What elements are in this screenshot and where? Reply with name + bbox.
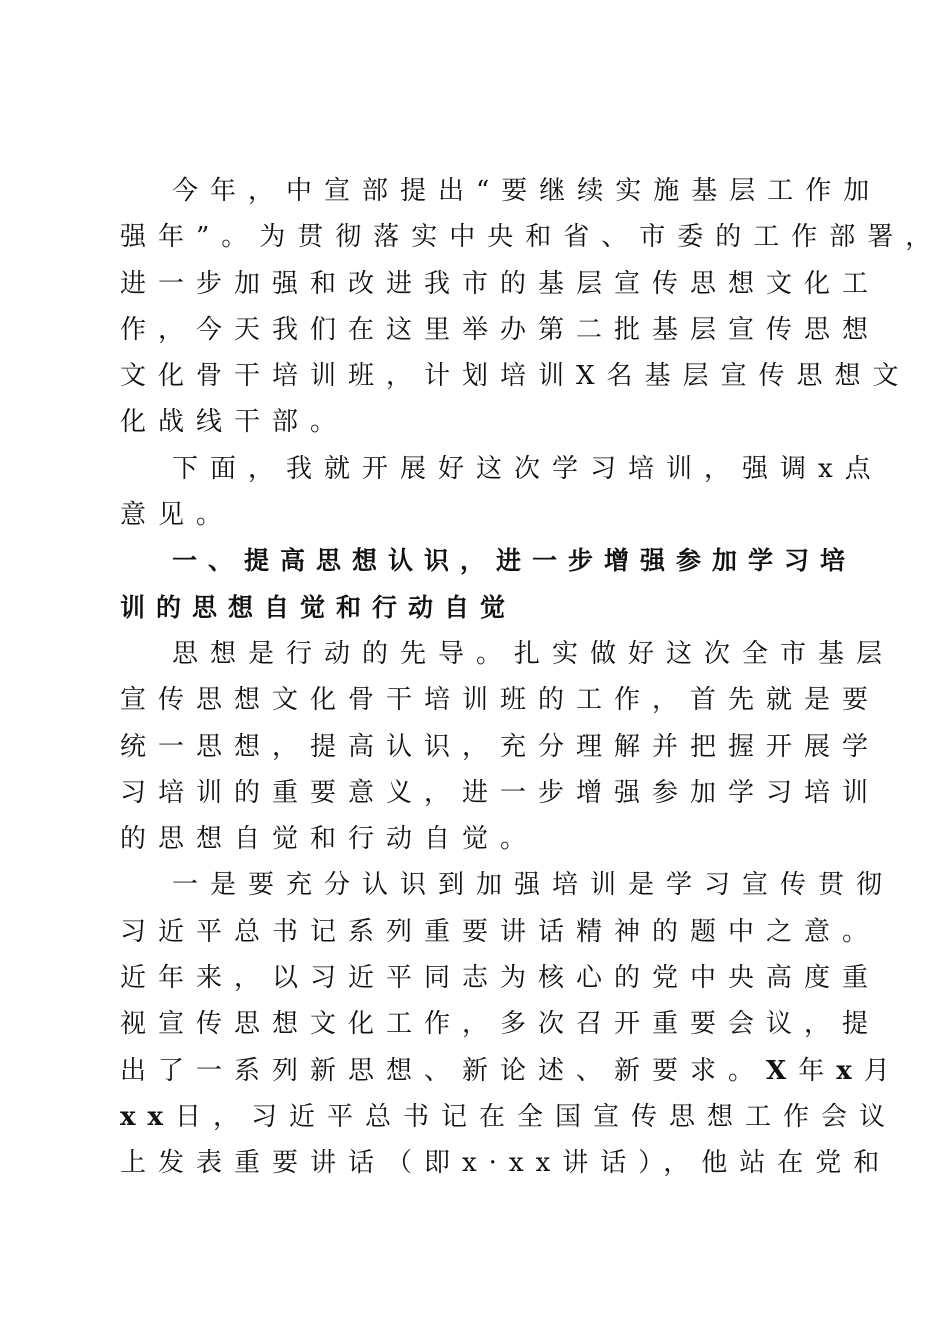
paragraph-line: 作，今天我们在这里举办第二批基层宣传思想 (120, 314, 881, 345)
paragraph-line: 的思想自觉和行动自觉。 (120, 824, 539, 855)
paragraph-line: 统一思想，提高认识，充分理解并把握开展学 (120, 731, 881, 762)
document-body (120, 168, 944, 1187)
paragraph-line: 习近平总书记系列重要讲话精神的题中之意。 (120, 916, 881, 947)
date-year-placeholder: X (766, 1055, 799, 1086)
paragraph-line: 下面，我就开展好这次学习培训，强调x点 (172, 453, 883, 484)
line-text: 月 (863, 1055, 902, 1086)
paragraph-line: 强年”。为贯彻落实中央和省、市委的工作部署， (120, 222, 944, 253)
line-text: 年 (798, 1055, 837, 1086)
paragraph-line: 上发表重要讲话（即x·xx讲话），他站在党和 (120, 1148, 892, 1179)
paragraph-line: 视宣传思想文化工作，多次召开重要会议，提 (120, 1009, 881, 1040)
paragraph-line: 习培训的重要意义，进一步增强参加学习培训 (120, 777, 881, 808)
line-text: 日，习近平总书记在全国宣传思想工作会议 (175, 1101, 898, 1132)
paragraph-line: 意见。 (120, 500, 235, 531)
paragraph-line: 一是要充分认识到加强培训是学习宣传贯彻 (172, 870, 895, 901)
date-day-placeholder: xx (120, 1101, 176, 1132)
paragraph-line: 今年，中宣部提出“要继续实施基层工作加 (172, 176, 882, 206)
paragraph-line (120, 1094, 898, 1140)
paragraph-line: 化战线干部。 (120, 407, 349, 438)
paragraph-line: 近年来，以习近平同志为核心的党中央高度重 (120, 963, 881, 994)
section-heading-line: 训的思想自觉和行动自觉 (120, 592, 517, 622)
paragraph-line: 进一步加强和改进我市的基层宣传思想文化工 (120, 268, 881, 299)
paragraph-line (120, 1048, 902, 1094)
line-text: 出了一系列新思想、新论述、新要求。 (120, 1055, 767, 1086)
paragraph-line: 文化骨干培训班，计划培训X名基层宣传思想文 (120, 361, 911, 392)
paragraph-line: 思想是行动的先导。扎实做好这次全市基层 (172, 638, 895, 669)
paragraph-line: 宣传思想文化骨干培训班的工作，首先就是要 (120, 685, 881, 716)
date-month-placeholder: x (836, 1055, 864, 1086)
section-heading-line: 一、提高思想认识，进一步增强参加学习培 (172, 546, 857, 576)
